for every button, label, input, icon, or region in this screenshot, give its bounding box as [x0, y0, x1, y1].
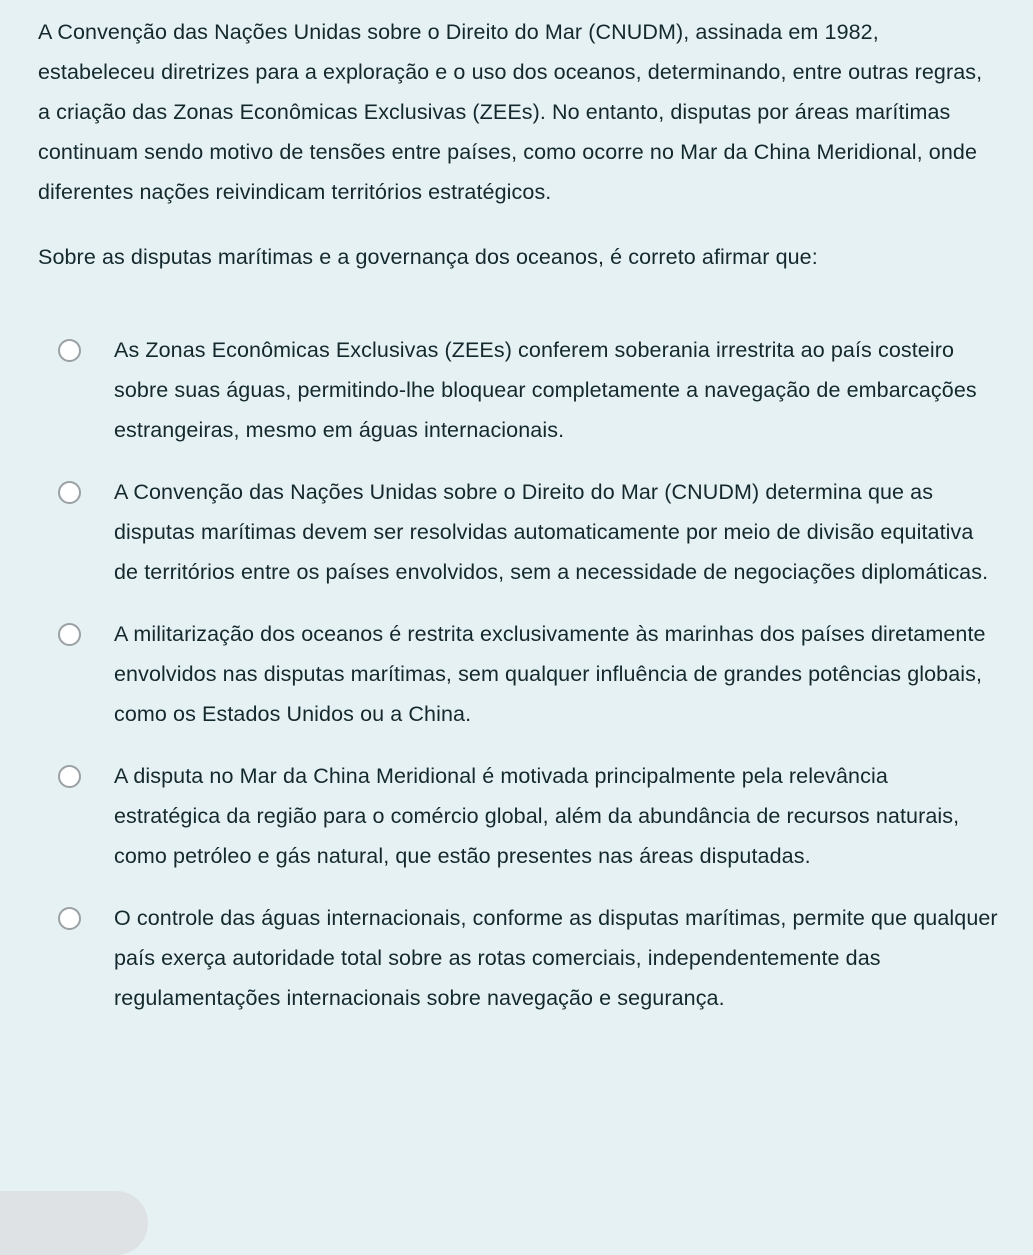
answer-option-d-label: A disputa no Mar da China Meridional é motivada principalmente pela relevância estratégica da região para o comércio global, além da abundância de recursos naturais, como petróleo e gás natural, que estão presentes nas áreas disputadas. [114, 764, 960, 868]
answer-options-list [38, 330, 999, 1018]
answer-option-b[interactable] [38, 472, 999, 592]
radio-button-icon-e[interactable] [58, 907, 81, 930]
answer-option-c-label: A militarização dos oceanos é restrita exclusivamente às marinhas dos países diretamente envolvidos nas disputas marítimas, sem qualquer influência de grandes potências globais, como os Estados Unidos ou a China. [114, 622, 986, 726]
answer-option-a-label: As Zonas Econômicas Exclusivas (ZEEs) conferem soberania irrestrita ao país costeiro sobre suas águas, permitindo-lhe bloquear completamente a navegação de embarcações estrangeiras, mesmo em águas internacionais. [114, 338, 977, 442]
answer-option-a[interactable] [38, 330, 999, 450]
answer-option-d[interactable] [38, 756, 999, 876]
answer-option-e-label: O controle das águas internacionais, conforme as disputas marítimas, permite que qualquer país exerça autoridade total sobre as rotas comerciais, independentemente das regulamentações internacionais sobre navegação e segurança. [114, 906, 998, 1010]
question-stem-paragraph-2: Sobre as disputas marítimas e a governança dos oceanos, é correto afirmar que: [38, 245, 818, 269]
below-fold-partial-element [0, 1191, 148, 1255]
question-stem-paragraph-1: A Convenção das Nações Unidas sobre o Direito do Mar (CNUDM), assinada em 1982, estabeleceu diretrizes para a exploração e o uso dos oceanos, determinando, entre outras regras, a criação das Zonas Econômicas Exclusivas (ZEEs). No entanto, disputas por áreas marítimas continuam sendo motivo de tensões entre países, como ocorre no Mar da China Meridional, onde diferentes nações reivindicam territórios estratégicos. [38, 20, 983, 204]
answer-option-e[interactable] [38, 898, 999, 1018]
answer-option-b-label: A Convenção das Nações Unidas sobre o Direito do Mar (CNUDM) determina que as disputas marítimas devem ser resolvidas automaticamente por meio de divisão equitativa de territórios entre os países envolvidos, sem a necessidade de negociações diplomáticas. [114, 480, 989, 584]
radio-button-icon-a[interactable] [58, 339, 81, 362]
radio-button-icon-d[interactable] [58, 765, 81, 788]
radio-button-icon-b[interactable] [58, 481, 81, 504]
radio-button-icon-c[interactable] [58, 623, 81, 646]
answer-option-c[interactable] [38, 614, 999, 734]
